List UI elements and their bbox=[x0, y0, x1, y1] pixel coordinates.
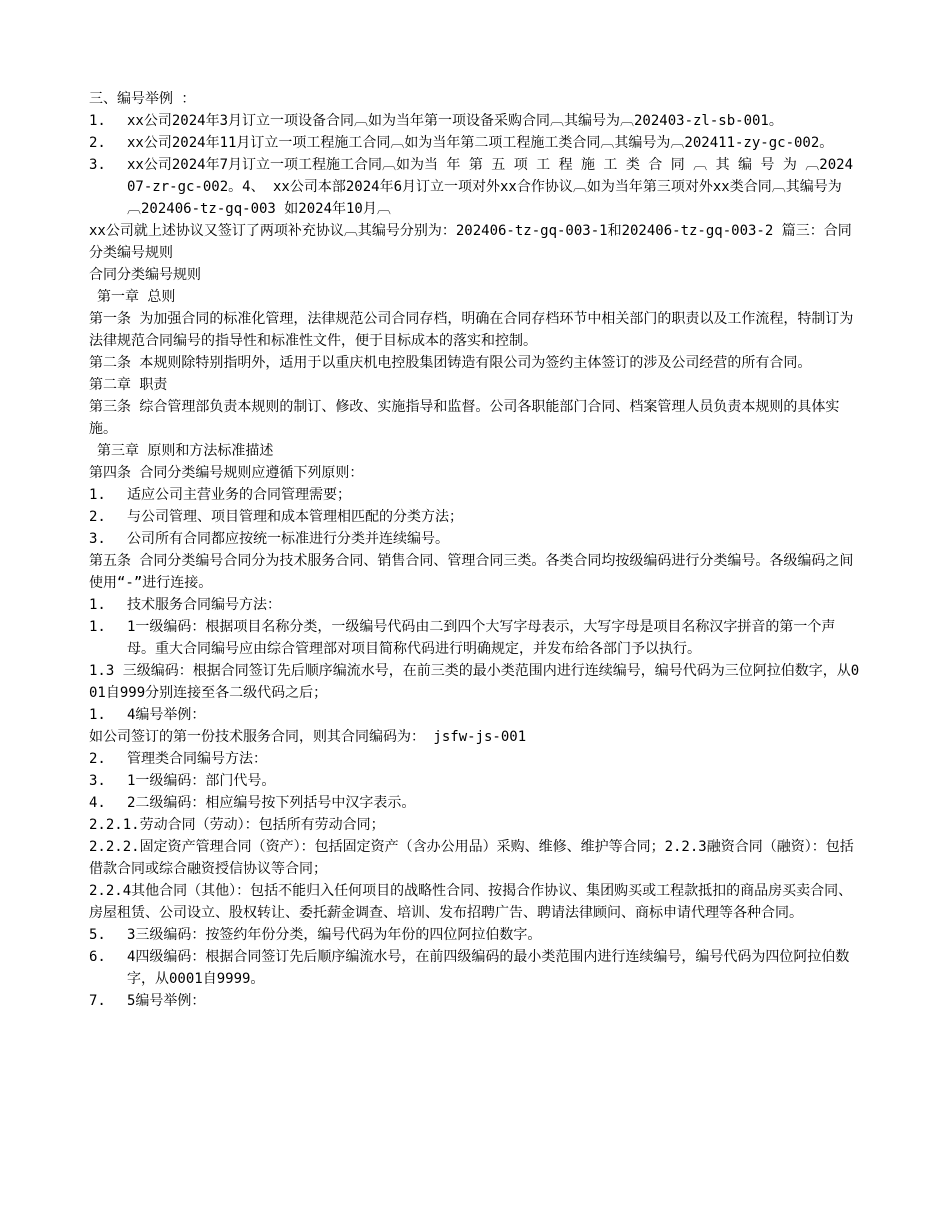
list-item: 3. 公司所有合同都应按统一标准进行分类并连续编号。 bbox=[89, 531, 449, 547]
article: 第五条 合同分类编号合同分为技术服务合同、销售合同、管理合同三类。各类合同均按级编码进行分类编号。各级编码之间使用“-”进行连接。 bbox=[89, 553, 854, 591]
article: 第一条 为加强合同的标准化管理，法律规范公司合同存档，明确在合同存档环节中相关部门的职责以及工作流程，特制订为法律规范合同编号的指导性和标准性文件，便于目标成本的落实和控制。 bbox=[89, 311, 854, 349]
list-item: 1. 技术服务合同编号方法： bbox=[89, 597, 281, 613]
list-item: 6. 4四级编码：根据合同签订先后顺序编流水号，在前四级编码的最小类范围内进行连续编号，编号代码为四位阿拉伯数字，从0001自9999。 bbox=[89, 949, 850, 987]
paragraph: 2.2.1.劳动合同（劳动）：包括所有劳动合同； bbox=[89, 817, 385, 833]
paragraph: xx公司就上述协议又签订了两项补充协议︹其编号分别为：202406-tz-gq-003-1和202406-tz-gq-003-2 篇三：合同分类编号规则 bbox=[89, 223, 852, 261]
paragraph: 1.3 三级编码：根据合同签订先后顺序编流水号，在前三类的最小类范围内进行连续编号，编号代码为三位阿拉伯数字，从001自999分别连接至各二级代码之后； bbox=[89, 663, 860, 701]
article: 第三条 综合管理部负责本规则的制订、修改、实施指导和监督。公司各职能部门合同、档案管理人员负责本规则的具体实施。 bbox=[89, 399, 840, 437]
list-item: 7. 5编号举例： bbox=[89, 993, 206, 1009]
list-item: 3. 1一级编码：部门代号。 bbox=[89, 773, 276, 789]
list-item: 5. 3三级编码：按签约年份分类，编号代码为年份的四位阿拉伯数字。 bbox=[89, 927, 542, 943]
list-item: 1. 适应公司主营业务的合同管理需要； bbox=[89, 487, 351, 503]
list-item: 2. 与公司管理、项目管理和成本管理相匹配的分类方法； bbox=[89, 509, 463, 525]
chapter-heading: 第三章 原则和方法标准描述 bbox=[97, 443, 274, 459]
rules-title: 合同分类编号规则 bbox=[89, 267, 201, 283]
paragraph: 2.2.2.固定资产管理合同（资产）：包括固定资产（含办公用品）采购、维修、维护等合同；2.2.3融资合同（融资）：包括借款合同或综合融资授信协议等合同； bbox=[89, 839, 854, 877]
list-item: 2. xx公司2024年11月订立一项工程施工合同︹如为当年第二项工程施工类合同︹其编号为︹202411-zy-gc-002。 bbox=[89, 135, 834, 151]
list-item: 4. 2二级编码：相应编号按下列括号中汉字表示。 bbox=[89, 795, 416, 811]
list-item: 3. xx公司2024年7月订立一项工程施工合同︹如为当 年 第 五 项 工 程 施 工 类 合 同 ︹ 其 编 号 为 ︹202407-zr-gc-002。4、 xx公司本部2024年6月订立一项对外xx合作协议︹如为当年第三项对外xx类合同︹其编号为︹202406-tz-gq-003 如2024年10月︹ bbox=[89, 157, 854, 217]
paragraph: 2.2.4其他合同（其他）：包括不能归入任何项目的战略性合同、按揭合作协议、集团购买或工程款抵扣的商品房买卖合同、房屋租赁、公司设立、股权转让、委托薪金调查、培训、发布招聘广告、聘请法律顾问、商标申请代理等各种合同。 bbox=[89, 883, 853, 921]
list-item: 1. 4编号举例： bbox=[89, 707, 206, 723]
paragraph: 如公司签订的第一份技术服务合同，则其合同编码为： jsfw-js-001 bbox=[89, 729, 527, 745]
document-body bbox=[89, 88, 861, 1012]
chapter-heading: 第二章 职责 bbox=[89, 377, 168, 393]
list-item: 1. xx公司2024年3月订立一项设备合同︹如为当年第一项设备采购合同︹其编号为︹202403-zl-sb-001。 bbox=[89, 113, 783, 129]
list-item: 2. 管理类合同编号方法： bbox=[89, 751, 267, 767]
article: 第二条 本规则除特别指明外，适用于以重庆机电控股集团铸造有限公司为签约主体签订的涉及公司经营的所有合同。 bbox=[89, 355, 812, 371]
list-item: 1. 1一级编码：根据项目名称分类，一级编号代码由二到四个大写字母表示，大写字母是项目名称汉字拼音的第一个声母。重大合同编号应由综合管理部对项目简称代码进行明确规定，并发布给各部门予以执行。 bbox=[89, 619, 836, 657]
chapter-heading: 第一章 总则 bbox=[97, 289, 176, 305]
article: 第四条 合同分类编号规则应遵循下列原则： bbox=[89, 465, 364, 481]
section-heading: 三、编号举例 ： bbox=[89, 91, 196, 107]
